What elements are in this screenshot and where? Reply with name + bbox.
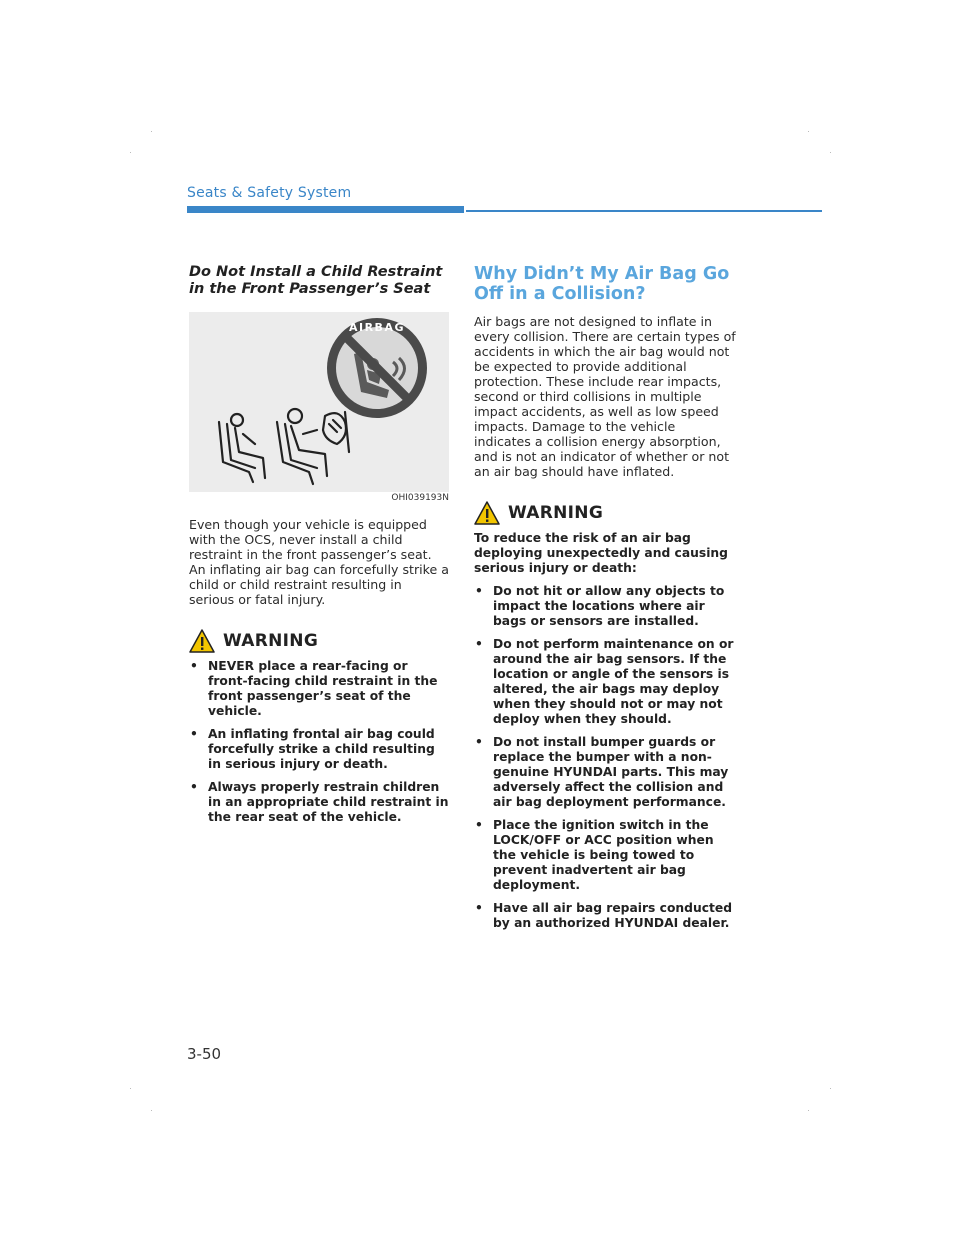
warning-item: • Always properly restrain children in an appropriate child restraint in the rear seat of the vehicle. bbox=[189, 780, 449, 825]
crop-mark bbox=[830, 1088, 831, 1089]
warning-item: • Do not hit or allow any objects to impact the locations where air bags or sensors are installed. bbox=[474, 584, 736, 629]
warning-triangle-icon bbox=[474, 501, 500, 525]
section-header-title: Seats & Safety System bbox=[187, 185, 352, 201]
warning-item: • Place the ignition switch in the LOCK/OFF or ACC position when the vehicle is being towed to prevent inadvertent air bag deployment. bbox=[474, 818, 736, 893]
crop-mark bbox=[130, 1088, 131, 1089]
left-column bbox=[189, 264, 449, 833]
warning-header bbox=[189, 629, 449, 653]
section-title: Why Didn’t My Air Bag Go Off in a Collision? bbox=[474, 264, 730, 304]
crop-mark bbox=[808, 131, 809, 132]
warning-item: • NEVER place a rear-facing or front-facing child restraint in the front passenger’s seat of the vehicle. bbox=[189, 659, 449, 719]
warning-label: WARNING bbox=[508, 503, 604, 523]
child-restraint-illustration bbox=[189, 312, 449, 492]
warning-intro: To reduce the risk of an air bag deploying unexpectedly and causing serious injury or death: bbox=[474, 531, 728, 575]
subheading: Do Not Install a Child Restraint in the Front Passenger’s Seat bbox=[189, 264, 443, 297]
figure-code: OHI039193N bbox=[391, 493, 449, 503]
warning-header bbox=[474, 501, 736, 525]
warning-item: • Do not install bumper guards or replace the bumper with a non-genuine HYUNDAI parts. This may adversely affect the collision and air bag deployment performance. bbox=[474, 735, 736, 810]
body-paragraph: Air bags are not designed to inflate in every collision. There are certain types of accidents in which the air bag would not be expected to provide additional protection. These include rear impacts, second or third collisions in multiple impact accidents, as well as low speed impacts. Damage to the vehicle indicates a collision energy absorption, and is not an indicator of whether or not an air bag should have inflated. bbox=[474, 314, 736, 479]
sign-text: AIRBAG bbox=[348, 321, 406, 334]
header-accent-bar bbox=[187, 206, 464, 213]
page-number: 3-50 bbox=[187, 1045, 222, 1063]
right-column bbox=[474, 264, 736, 939]
warning-list bbox=[189, 659, 449, 825]
crop-mark bbox=[151, 131, 152, 132]
crop-mark bbox=[808, 1110, 809, 1111]
crop-mark bbox=[830, 152, 831, 153]
warning-triangle-icon bbox=[189, 629, 215, 653]
body-paragraph: Even though your vehicle is equipped with the OCS, never install a child restraint in the front passenger’s seat. An inflating air bag can forcefully strike a child or child restraint resulting in serious or fatal injury. bbox=[189, 517, 449, 607]
warning-label: WARNING bbox=[223, 631, 319, 651]
crop-mark bbox=[151, 1110, 152, 1111]
airbag-warning-figure-svg bbox=[189, 312, 449, 492]
header-rule bbox=[466, 210, 822, 212]
warning-item: • Have all air bag repairs conducted by an authorized HYUNDAI dealer. bbox=[474, 901, 736, 931]
airbag-prohibition-sign-icon bbox=[327, 318, 427, 418]
warning-list bbox=[474, 584, 736, 931]
crop-mark bbox=[130, 152, 131, 153]
seated-occupants-drawing bbox=[219, 409, 349, 484]
warning-item: • An inflating frontal air bag could forcefully strike a child resulting in serious injury or death. bbox=[189, 727, 449, 772]
warning-item: • Do not perform maintenance on or around the air bag sensors. If the location or angle of the sensors is altered, the air bags may deploy when they should not or may not deploy when they should. bbox=[474, 637, 736, 727]
